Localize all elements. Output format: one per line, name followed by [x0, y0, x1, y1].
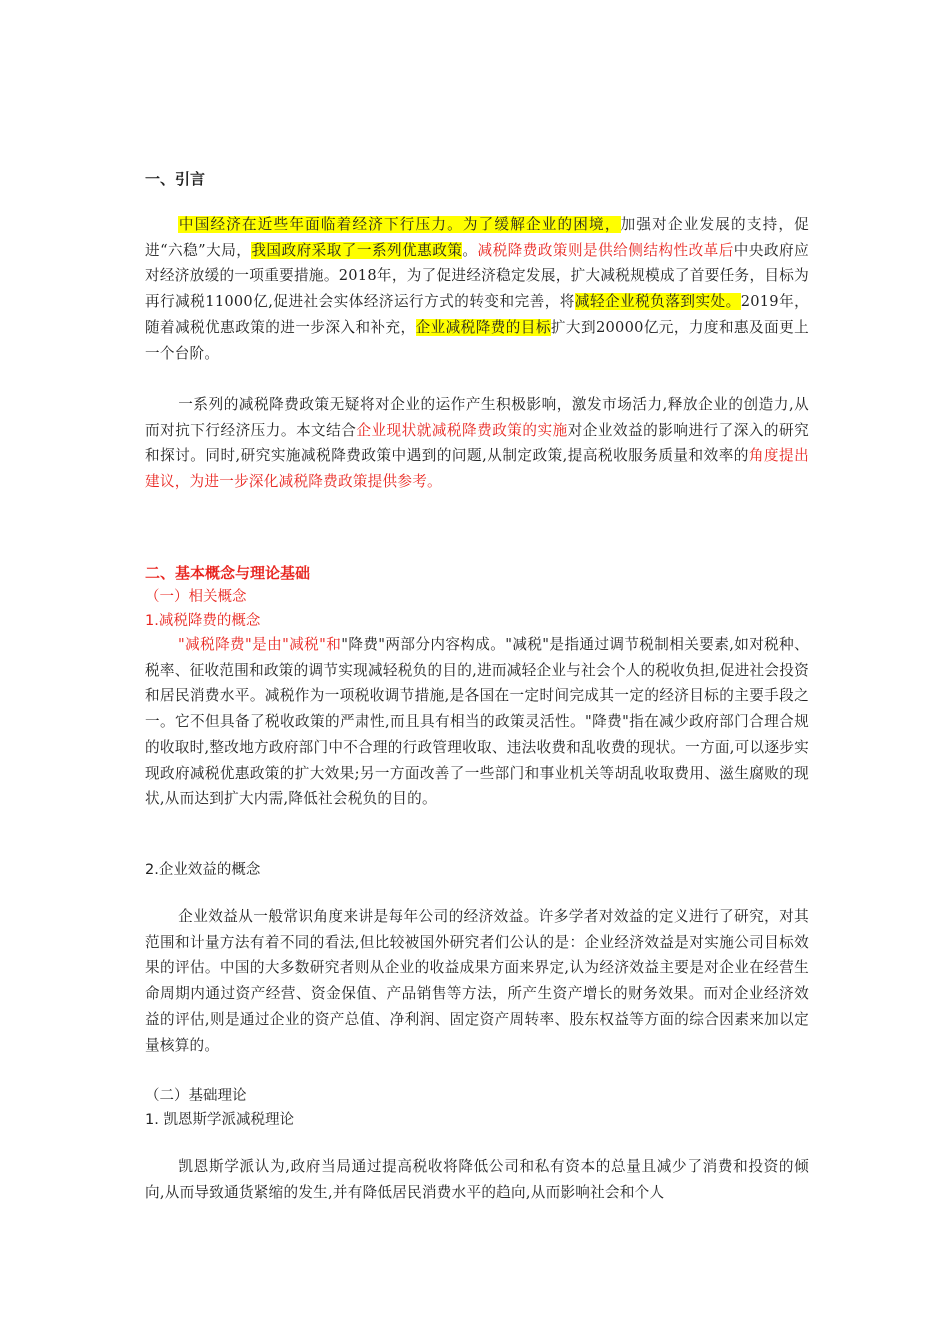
red-text: "减税降费"是由"减税"和 [178, 636, 342, 653]
highlighted-text: 减轻企业税负落到实处。 [574, 293, 741, 311]
paragraph-intro-1 [145, 212, 809, 366]
paragraph-enterprise-benefit [145, 904, 809, 1058]
item-heading-enterprise-benefit: 2.企业效益的概念 [145, 862, 261, 878]
highlighted-text: 我国政府采取了一系列优惠政策 [251, 241, 463, 259]
paragraph-keynesian-theory [145, 1154, 809, 1205]
text-run: 。 [462, 241, 478, 259]
subheading-related-concepts: （一）相关概念 [145, 589, 247, 605]
red-text: 角度提出建议，为进一步深化减税降费政策提供参考。 [145, 447, 809, 491]
text-run: 一系列的减税降费政策无疑将对企业的运作产生积极影响，激发市场活力,释放企业的创造力,从而对抗下行经济压力。本文结合 [145, 396, 809, 439]
paragraph-tax-reduction-concept [145, 632, 809, 812]
text-run: 2019年，随着减税优惠政策的进一步深入和补充， [145, 293, 809, 336]
highlighted-text: 中国经济在近些年面临着经济下行压力。为了缓解企业的困境， [178, 216, 621, 233]
section-heading-concepts: 二、基本概念与理论基础 [145, 564, 311, 582]
red-text: 减税降费政策则是供给侧结构性改革后 [477, 241, 734, 259]
text-run: 凯恩斯学派认为,政府当局通过提高税收将降低公司和私有资本的总量且减少了消费和投资的倾向,从而导致通货紧缩的发生,并有降低居民消费水平的趋向,从而影响社会和个人 [145, 1158, 809, 1201]
text-run: "降费"两部分内容构成。"减税"是指通过调节税制相关要素,如对税种、税率、征收范围和政策的调节实现减轻税负的目的,进而减轻企业与社会个人的税收负担,促进社会投资和居民消费水平。减税作为一项税收调节措施,是各国在一定时间完成其一定的经济目标的主要手段之一。它不但具备了税收政策的严肃性,而且具有相当的政策灵活性。"降费"指在减少政府部门合理合规的收取时,整改地方政府部门中不合理的行政管理收取、违法收费和乱收费的现状。一方面,可以逐步实现政府减税优惠政策的扩大效果;另一方面改善了一些部门和事业机关等胡乱收取费用、滋生腐败的现状,从而达到扩大内需,降低社会税负的目的。 [145, 636, 809, 808]
text-run: 扩大到20000亿元，力度和惠及面更上一个台阶。 [145, 318, 809, 362]
text-run: 中央政府应对经济放缓的一项重要措施。2018年，为了促进经济稳定发展，扩大减税规模成了首要任务，目标为再行减税11000亿,促进社会实体经济运行方式的转变和完善，将 [145, 241, 809, 311]
red-text: 企业现状就减税降费政策的实施 [356, 421, 568, 439]
text-run: 对企业效益的影响进行了深入的研究和探讨。同时,研究实施减税降费政策中遇到的问题,从制定政策,提高税收服务质量和效率的 [145, 421, 809, 465]
text-run: 企业效益从一般常识角度来讲是每年公司的经济效益。许多学者对效益的定义进行了研究，对其范围和计量方法有着不同的看法,但比较被国外研究者们公认的是：企业经济效益是对实施公司目标效果的评估。中国的大多数研究者则从企业的收益成果方面来界定,认为经济效益主要是对企业在经营生命周期内通过资产经营、资金保值、产品销售等方法，所产生资产增长的财务效果。而对企业经济效益的评估,则是通过企业的资产总值、净利润、固定资产周转率、股东权益等方面的综合因素来加以定量核算的。 [145, 908, 809, 1054]
section-heading-introduction: 一、引言 [145, 170, 206, 188]
paragraph-intro-2 [145, 392, 809, 495]
highlighted-text: 企业减税降费的目标 [415, 318, 551, 336]
subheading-basic-theory: （二）基础理论 [145, 1088, 247, 1104]
item-heading-tax-reduction-concept: 1.减税降费的概念 [145, 613, 261, 629]
text-run: 加强对企业发展的支持，促进“六稳”大局， [145, 216, 809, 259]
item-heading-keynesian-theory: 1. 凯恩斯学派减税理论 [145, 1112, 294, 1128]
